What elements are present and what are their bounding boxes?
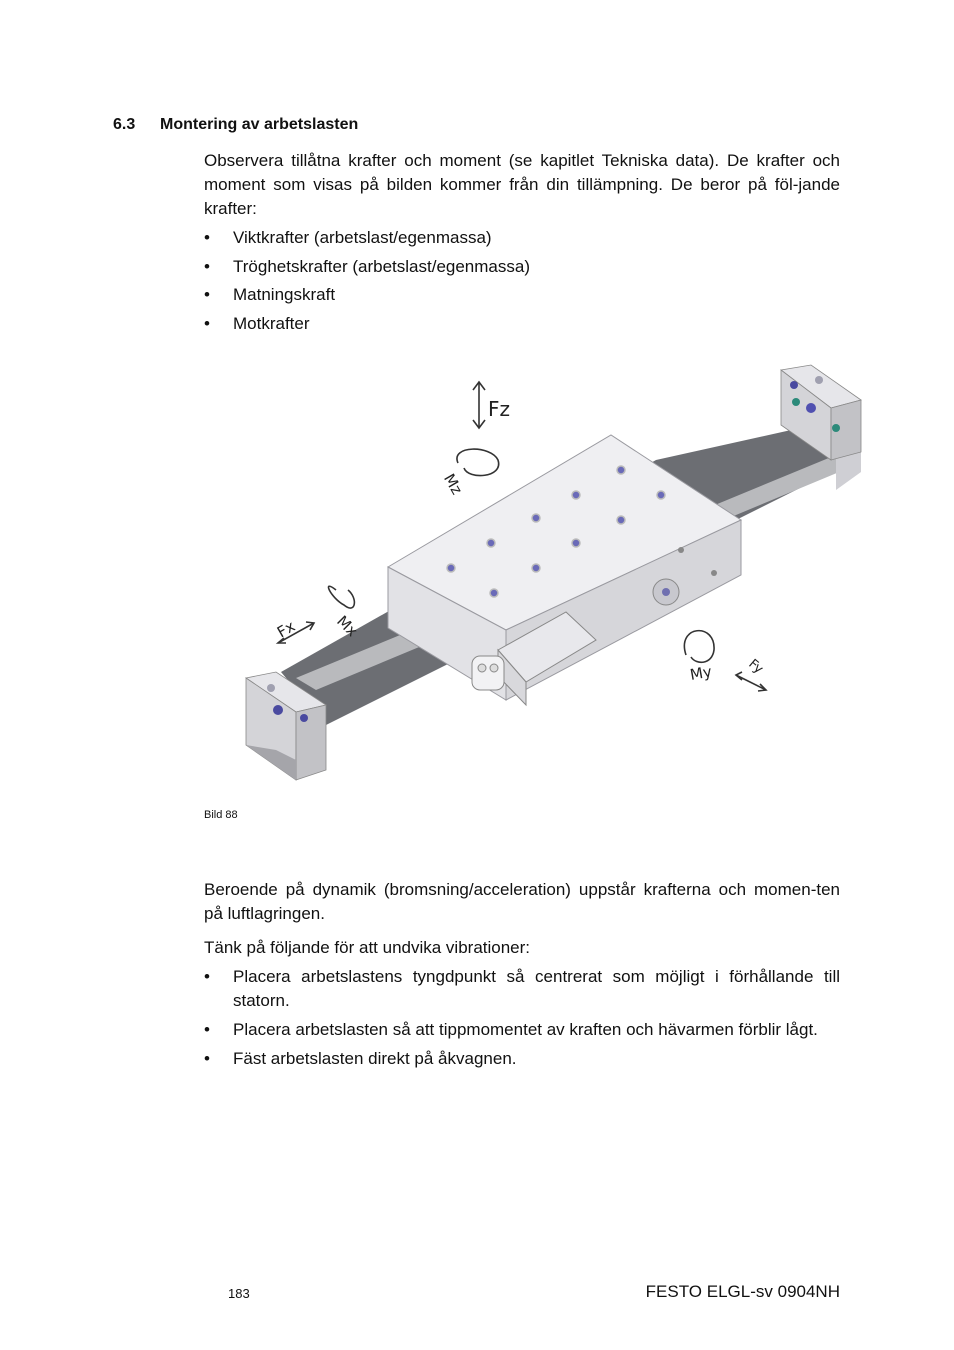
bullet-icon: • — [204, 1020, 210, 1039]
fz-label: Fz — [488, 397, 511, 421]
list-item: • Fäst arbetslasten direkt på åkvagnen. — [204, 1047, 840, 1071]
forces-list — [204, 226, 840, 341]
section-title: Montering av arbetslasten — [160, 116, 359, 133]
list-item: • Viktkrafter (arbetslast/egenmassa) — [204, 226, 840, 250]
linear-drive-figure — [236, 360, 866, 790]
fy-label: Fy — [745, 656, 766, 678]
document-id: FESTO ELGL-sv 0904NH — [645, 1282, 840, 1301]
bullet-icon: • — [204, 967, 210, 986]
bullet-icon: • — [204, 228, 210, 247]
bullet-icon: • — [204, 314, 210, 334]
list-item: • Placera arbetslasten så att tippmomentet av kraften och hävarmen förblir lågt. — [204, 1018, 840, 1042]
dynamics-paragraph: Beroende på dynamik (bromsning/acceleration) uppstår krafterna och momen-ten på luftlagringen. — [204, 880, 840, 923]
linear-drive-illustration — [236, 360, 866, 790]
list-item: • Tröghetskrafter (arbetslast/egenmassa) — [204, 255, 840, 279]
intro-paragraph: Observera tillåtna krafter och moment (se kapitlet Tekniska data). De krafter och moment som visas på bilden kommer från din tillämpning. De beror på föl-jande krafter: — [204, 151, 840, 218]
fx-label: Fx — [274, 617, 299, 642]
my-label: My — [688, 662, 714, 684]
section-number: 6.3 — [113, 116, 136, 133]
bullet-icon: • — [204, 1049, 210, 1068]
vibration-intro: Tänk på följande för att undvika vibrationer: — [204, 938, 531, 957]
section-heading — [113, 116, 358, 134]
mz-label: Mz — [440, 470, 467, 498]
vibration-list — [204, 965, 840, 1076]
list-item: • Matningskraft — [204, 283, 840, 307]
page-number: 183 — [228, 1286, 250, 1301]
bullet-icon: • — [204, 256, 210, 276]
list-item: • Placera arbetslastens tyngdpunkt så centrerat som möjligt i förhållande till statorn. — [204, 967, 840, 1010]
figure-caption: Bild 88 — [204, 809, 238, 821]
list-item: • Motkrafter — [204, 312, 840, 336]
bullet-icon: • — [204, 285, 210, 305]
mx-label: Mx — [333, 612, 362, 641]
